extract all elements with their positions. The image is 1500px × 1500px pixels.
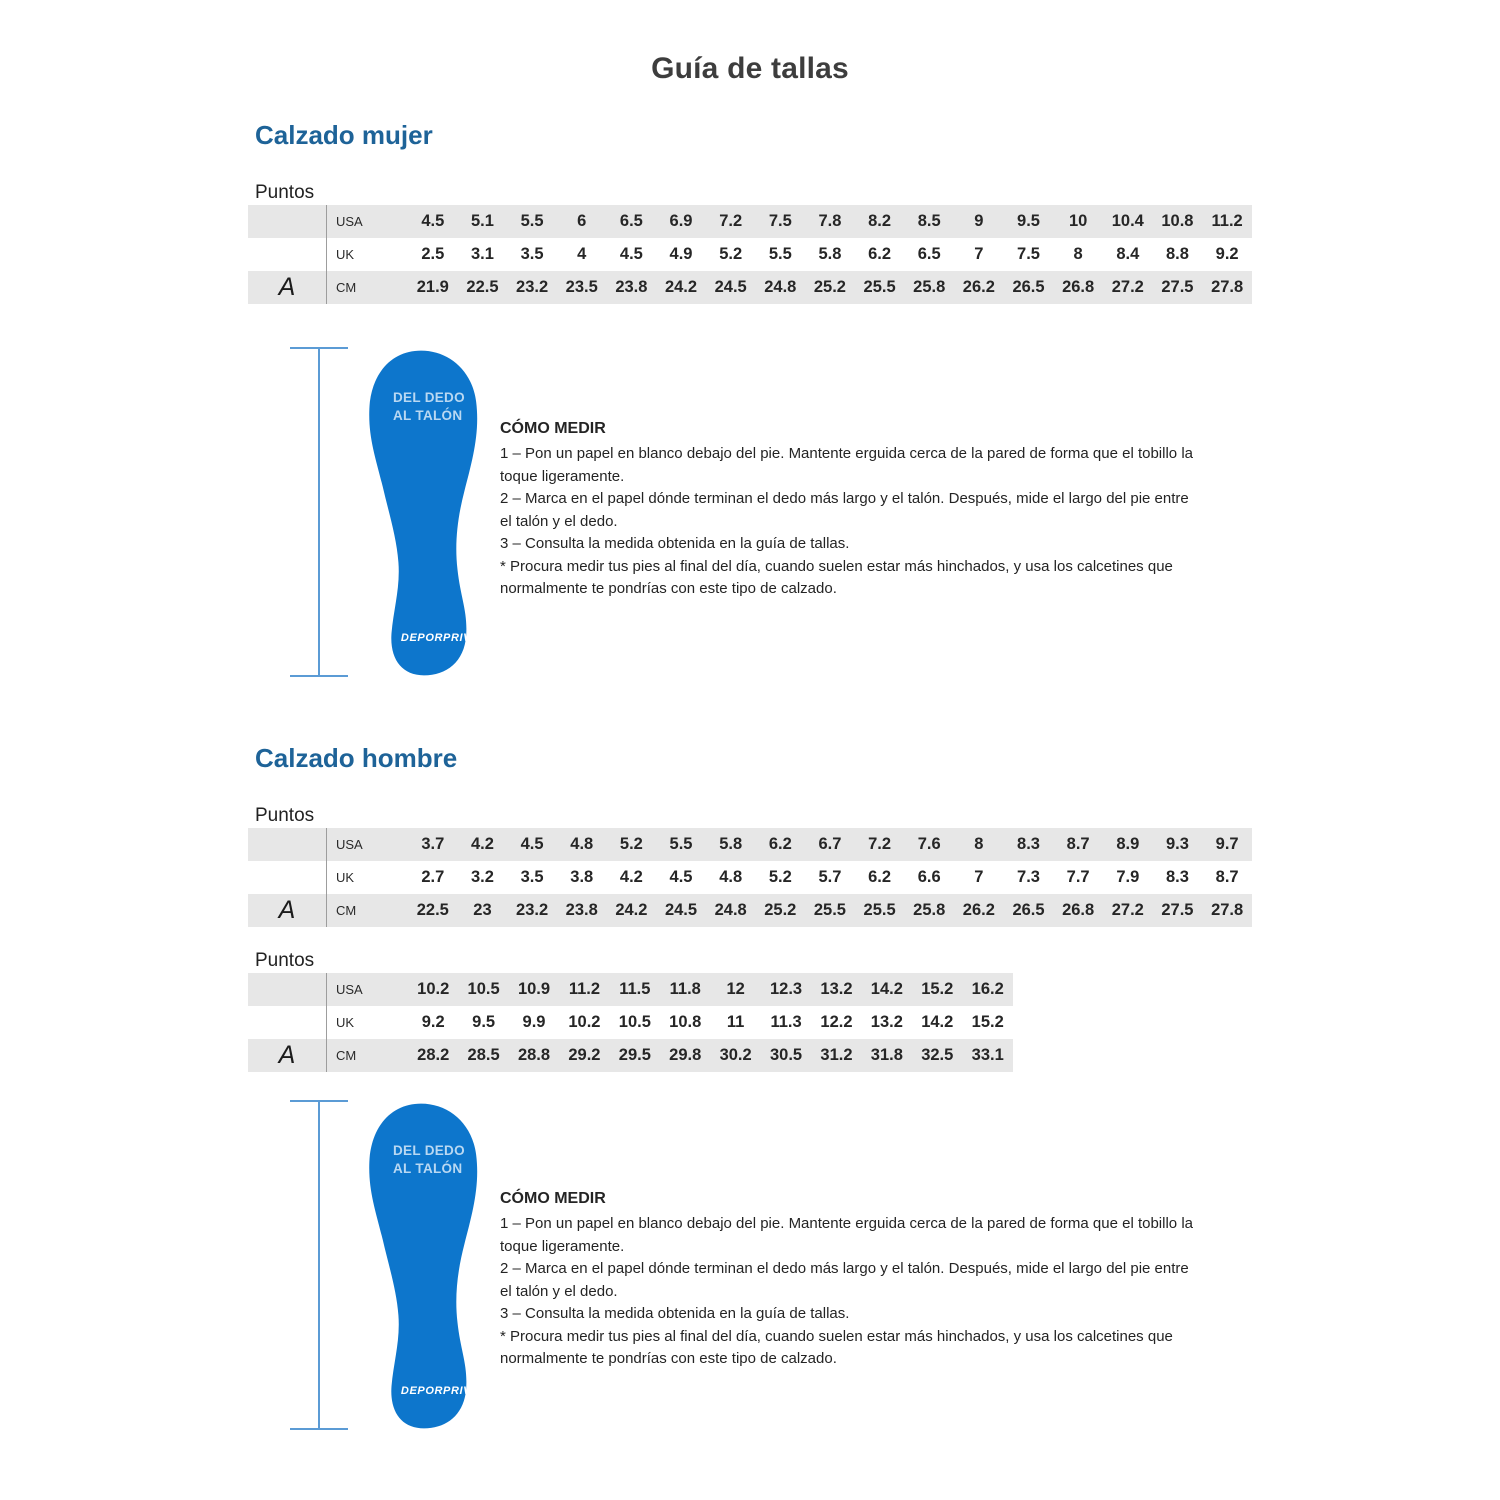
measurement-dimension-line xyxy=(290,1100,348,1430)
size-value-cell: 30.5 xyxy=(761,1039,811,1072)
size-value-cell: 32.5 xyxy=(912,1039,962,1072)
size-value-cell: 2.7 xyxy=(421,868,445,886)
size-value-cell: 7.9 xyxy=(1116,868,1140,886)
size-table-row xyxy=(248,271,1252,304)
toe-to-heel-label-line1: DEL DEDO xyxy=(393,1143,465,1158)
how-to-step: 1 – Pon un papel en blanco debajo del pie. Mantente erguida cerca de la pared de forma que el tobillo la toque ligeramente. xyxy=(500,445,1193,485)
dimension-cap-bottom xyxy=(290,675,348,677)
size-value-cell: 12.3 xyxy=(761,973,811,1006)
size-value-cell: 10.9 xyxy=(509,973,559,1006)
size-value-cell: 25.8 xyxy=(904,271,954,304)
row-measure-letter xyxy=(248,238,327,271)
men-size-table-1 xyxy=(248,828,1252,927)
page-title: Guía de tallas xyxy=(651,52,849,85)
size-value-cell: 4.5 xyxy=(507,828,557,861)
row-unit-label: USA xyxy=(327,205,409,238)
size-value-cell: 5.5 xyxy=(507,205,557,238)
size-value-cell: 13.2 xyxy=(811,973,861,1006)
size-value-cell: 15.2 xyxy=(971,1013,1004,1031)
size-value-cell: 3.2 xyxy=(470,868,494,886)
how-to-step: 3 – Consulta la medida obtenida en la guía de tallas. xyxy=(500,1305,850,1322)
size-value-cell: 10 xyxy=(1053,205,1103,238)
size-value-cell: 2.5 xyxy=(421,245,445,263)
size-value-cell: 14.2 xyxy=(921,1013,954,1031)
size-value-cell: 27.8 xyxy=(1202,271,1252,304)
row-measure-letter: A xyxy=(248,271,327,304)
dimension-vertical-line xyxy=(318,1100,320,1430)
size-value-cell: 25.5 xyxy=(855,894,905,927)
size-value-cell: 5.1 xyxy=(458,205,508,238)
size-value-cell: 25.2 xyxy=(755,894,805,927)
size-value-cell: 9 xyxy=(954,205,1004,238)
size-value-cell: 9.2 xyxy=(421,1013,445,1031)
size-value-cell: 7 xyxy=(974,868,984,886)
size-value-cell: 21.9 xyxy=(408,271,458,304)
women-measure-figure xyxy=(290,347,490,679)
size-value-cell: 7.5 xyxy=(1017,245,1040,263)
dimension-cap-bottom xyxy=(290,1428,348,1430)
size-value-cell: 5.8 xyxy=(818,245,842,263)
size-value-cell: 4 xyxy=(577,245,587,263)
size-value-cell: 8.5 xyxy=(904,205,954,238)
size-value-cell: 8.4 xyxy=(1116,245,1140,263)
size-value-cell: 3.8 xyxy=(570,868,594,886)
size-value-cell: 12.2 xyxy=(820,1013,853,1031)
women-section-heading: Calzado mujer xyxy=(255,120,433,150)
size-value-cell: 9.5 xyxy=(1004,205,1054,238)
size-value-cell: 10.5 xyxy=(618,1013,651,1031)
size-table-row xyxy=(248,1006,1013,1039)
size-value-cell: 7.3 xyxy=(1017,868,1040,886)
size-value-cell: 4.8 xyxy=(719,868,743,886)
men-how-to-measure xyxy=(500,1190,1199,1371)
size-value-cell: 5.5 xyxy=(656,828,706,861)
size-value-cell: 23.2 xyxy=(507,894,557,927)
size-table-row xyxy=(248,894,1252,927)
row-unit-label: CM xyxy=(327,271,409,304)
size-value-cell: 5.2 xyxy=(607,828,657,861)
size-value-cell: 22.5 xyxy=(458,271,508,304)
row-measure-letter: A xyxy=(248,1039,327,1072)
size-value-cell: 23.8 xyxy=(607,271,657,304)
women-size-table xyxy=(248,205,1252,304)
size-value-cell: 10.5 xyxy=(458,973,508,1006)
size-value-cell: 11.2 xyxy=(559,973,609,1006)
size-value-cell: 5.2 xyxy=(719,245,743,263)
size-value-cell: 4.9 xyxy=(669,245,693,263)
size-value-cell: 26.2 xyxy=(954,894,1004,927)
size-value-cell: 8.9 xyxy=(1103,828,1153,861)
size-value-cell: 6.6 xyxy=(917,868,941,886)
size-value-cell: 8.7 xyxy=(1053,828,1103,861)
women-puntos-label: Puntos xyxy=(255,182,315,203)
size-value-cell: 16.2 xyxy=(962,973,1013,1006)
row-measure-letter xyxy=(248,861,327,894)
size-value-cell: 7.7 xyxy=(1066,868,1090,886)
size-value-cell: 8 xyxy=(1073,245,1083,263)
size-value-cell: 9.5 xyxy=(472,1013,496,1031)
size-value-cell: 5.8 xyxy=(706,828,756,861)
men-puntos-label-2: Puntos xyxy=(255,950,315,971)
size-value-cell: 7.5 xyxy=(755,205,805,238)
size-value-cell: 4.5 xyxy=(619,245,643,263)
row-unit-label: UK xyxy=(336,247,355,262)
size-table-row xyxy=(248,205,1252,238)
size-value-cell: 24.8 xyxy=(755,271,805,304)
row-measure-letter xyxy=(248,973,327,1006)
how-to-step: * Procura medir tus pies al final del día, cuando suelen estar más hinchados, y usa los calcetines que normalmente te pondrías con este tipo de calzado. xyxy=(500,1327,1173,1367)
how-to-step: 3 – Consulta la medida obtenida en la guía de tallas. xyxy=(500,535,850,552)
toe-to-heel-label-line1: DEL DEDO xyxy=(393,390,465,405)
size-value-cell: 6.5 xyxy=(607,205,657,238)
size-value-cell: 7.2 xyxy=(855,828,905,861)
size-value-cell: 25.2 xyxy=(805,271,855,304)
size-value-cell: 8.7 xyxy=(1215,868,1239,886)
row-measure-letter xyxy=(248,1006,327,1039)
size-value-cell: 13.2 xyxy=(870,1013,903,1031)
size-value-cell: 11.5 xyxy=(610,973,660,1006)
row-measure-letter xyxy=(248,828,327,861)
size-value-cell: 9.7 xyxy=(1202,828,1252,861)
size-value-cell: 6.5 xyxy=(917,245,941,263)
size-value-cell: 33.1 xyxy=(962,1039,1013,1072)
size-value-cell: 8.8 xyxy=(1165,245,1189,263)
size-value-cell: 9.2 xyxy=(1215,245,1239,263)
size-value-cell: 26.5 xyxy=(1004,894,1054,927)
size-value-cell: 6.2 xyxy=(755,828,805,861)
row-unit-label: CM xyxy=(327,1039,409,1072)
size-value-cell: 22.5 xyxy=(408,894,458,927)
size-value-cell: 27.5 xyxy=(1153,894,1203,927)
size-value-cell: 10.2 xyxy=(408,973,458,1006)
size-value-cell: 10.2 xyxy=(568,1013,601,1031)
size-value-cell: 7.6 xyxy=(904,828,954,861)
size-table-row xyxy=(248,861,1252,894)
size-value-cell: 29.5 xyxy=(610,1039,660,1072)
how-to-steps xyxy=(500,443,1199,601)
size-value-cell: 5.7 xyxy=(818,868,842,886)
size-value-cell: 26.8 xyxy=(1053,894,1103,927)
size-value-cell: 28.8 xyxy=(509,1039,559,1072)
women-how-to-measure xyxy=(500,420,1199,601)
size-value-cell: 23.2 xyxy=(507,271,557,304)
size-value-cell: 8.3 xyxy=(1004,828,1054,861)
size-value-cell: 24.5 xyxy=(706,271,756,304)
size-value-cell: 11.2 xyxy=(1202,205,1252,238)
men-section-heading: Calzado hombre xyxy=(255,743,458,773)
size-value-cell: 24.2 xyxy=(607,894,657,927)
size-value-cell: 23.8 xyxy=(557,894,607,927)
men-size-table-2 xyxy=(248,973,1013,1072)
size-value-cell: 6.2 xyxy=(868,868,892,886)
row-measure-letter: A xyxy=(248,894,327,927)
row-measure-letter xyxy=(248,205,327,238)
size-value-cell: 6 xyxy=(557,205,607,238)
size-value-cell: 6.9 xyxy=(656,205,706,238)
row-unit-label: UK xyxy=(336,1015,355,1030)
size-value-cell: 26.8 xyxy=(1053,271,1103,304)
size-value-cell: 10.8 xyxy=(669,1013,702,1031)
size-value-cell: 30.2 xyxy=(710,1039,760,1072)
size-table-row xyxy=(248,828,1252,861)
row-unit-label: USA xyxy=(327,828,409,861)
size-value-cell: 29.2 xyxy=(559,1039,609,1072)
size-value-cell: 3.5 xyxy=(520,245,544,263)
size-value-cell: 27.8 xyxy=(1202,894,1252,927)
size-value-cell: 8.3 xyxy=(1165,868,1189,886)
size-value-cell: 15.2 xyxy=(912,973,962,1006)
size-value-cell: 3.1 xyxy=(470,245,494,263)
size-value-cell: 9.9 xyxy=(522,1013,546,1031)
size-value-cell: 10.4 xyxy=(1103,205,1153,238)
size-value-cell: 29.8 xyxy=(660,1039,710,1072)
size-value-cell: 31.2 xyxy=(811,1039,861,1072)
size-value-cell: 27.5 xyxy=(1153,271,1203,304)
size-value-cell: 24.8 xyxy=(706,894,756,927)
size-value-cell: 25.5 xyxy=(855,271,905,304)
size-value-cell: 23.5 xyxy=(557,271,607,304)
row-unit-label: CM xyxy=(327,894,409,927)
toe-to-heel-label xyxy=(393,389,483,425)
size-value-cell: 3.5 xyxy=(520,868,544,886)
size-value-cell: 24.5 xyxy=(656,894,706,927)
size-value-cell: 7 xyxy=(974,245,984,263)
measurement-dimension-line xyxy=(290,347,348,677)
size-value-cell: 11 xyxy=(726,1013,745,1031)
dimension-vertical-line xyxy=(318,347,320,677)
size-value-cell: 4.5 xyxy=(408,205,458,238)
how-to-step: 2 – Marca en el papel dónde terminan el dedo más largo y el talón. Después, mide el largo del pie entre el talón y el dedo. xyxy=(500,1260,1189,1300)
size-value-cell: 10.8 xyxy=(1153,205,1203,238)
size-table-row xyxy=(248,1039,1013,1072)
size-value-cell: 31.8 xyxy=(862,1039,912,1072)
size-value-cell: 9.3 xyxy=(1153,828,1203,861)
size-value-cell: 28.2 xyxy=(408,1039,458,1072)
toe-to-heel-label xyxy=(393,1142,483,1178)
size-value-cell: 8 xyxy=(954,828,1004,861)
men-puntos-label-1: Puntos xyxy=(255,805,315,826)
size-table-row xyxy=(248,238,1252,271)
how-to-title: CÓMO MEDIR xyxy=(500,420,606,437)
size-value-cell: 5.2 xyxy=(768,868,792,886)
how-to-step: 1 – Pon un papel en blanco debajo del pie. Mantente erguida cerca de la pared de forma que el tobillo la toque ligeramente. xyxy=(500,1215,1193,1255)
men-measure-figure xyxy=(290,1100,490,1432)
size-value-cell: 4.2 xyxy=(619,868,643,886)
how-to-step: * Procura medir tus pies al final del día, cuando suelen estar más hinchados, y usa los calcetines que normalmente te pondrías con este tipo de calzado. xyxy=(500,557,1173,597)
brand-logo: DEPORPRIVÉ xyxy=(400,1385,480,1397)
size-value-cell: 25.8 xyxy=(904,894,954,927)
how-to-title: CÓMO MEDIR xyxy=(500,1190,606,1207)
size-value-cell: 12 xyxy=(710,973,760,1006)
size-value-cell: 4.5 xyxy=(669,868,693,886)
size-value-cell: 4.2 xyxy=(458,828,508,861)
size-value-cell: 6.2 xyxy=(868,245,892,263)
brand-logo: DEPORPRIVÉ xyxy=(400,632,480,644)
size-value-cell: 26.5 xyxy=(1004,271,1054,304)
size-value-cell: 8.2 xyxy=(855,205,905,238)
size-value-cell: 25.5 xyxy=(805,894,855,927)
size-value-cell: 24.2 xyxy=(656,271,706,304)
size-value-cell: 7.8 xyxy=(805,205,855,238)
size-value-cell: 27.2 xyxy=(1103,271,1153,304)
size-value-cell: 6.7 xyxy=(805,828,855,861)
how-to-steps xyxy=(500,1213,1199,1371)
how-to-step: 2 – Marca en el papel dónde terminan el dedo más largo y el talón. Después, mide el largo del pie entre el talón y el dedo. xyxy=(500,490,1189,530)
size-value-cell: 28.5 xyxy=(458,1039,508,1072)
size-value-cell: 26.2 xyxy=(954,271,1004,304)
size-value-cell: 3.7 xyxy=(408,828,458,861)
toe-to-heel-label-line2: AL TALÓN xyxy=(393,408,463,424)
size-value-cell: 7.2 xyxy=(706,205,756,238)
toe-to-heel-label-line2: AL TALÓN xyxy=(393,1161,463,1177)
size-value-cell: 11.8 xyxy=(660,973,710,1006)
size-table-row xyxy=(248,973,1013,1006)
row-unit-label: UK xyxy=(336,870,355,885)
row-unit-label: USA xyxy=(327,973,409,1006)
size-value-cell: 11.3 xyxy=(770,1013,802,1031)
size-value-cell: 14.2 xyxy=(862,973,912,1006)
size-value-cell: 27.2 xyxy=(1103,894,1153,927)
size-value-cell: 5.5 xyxy=(768,245,792,263)
size-value-cell: 23 xyxy=(458,894,508,927)
size-value-cell: 4.8 xyxy=(557,828,607,861)
